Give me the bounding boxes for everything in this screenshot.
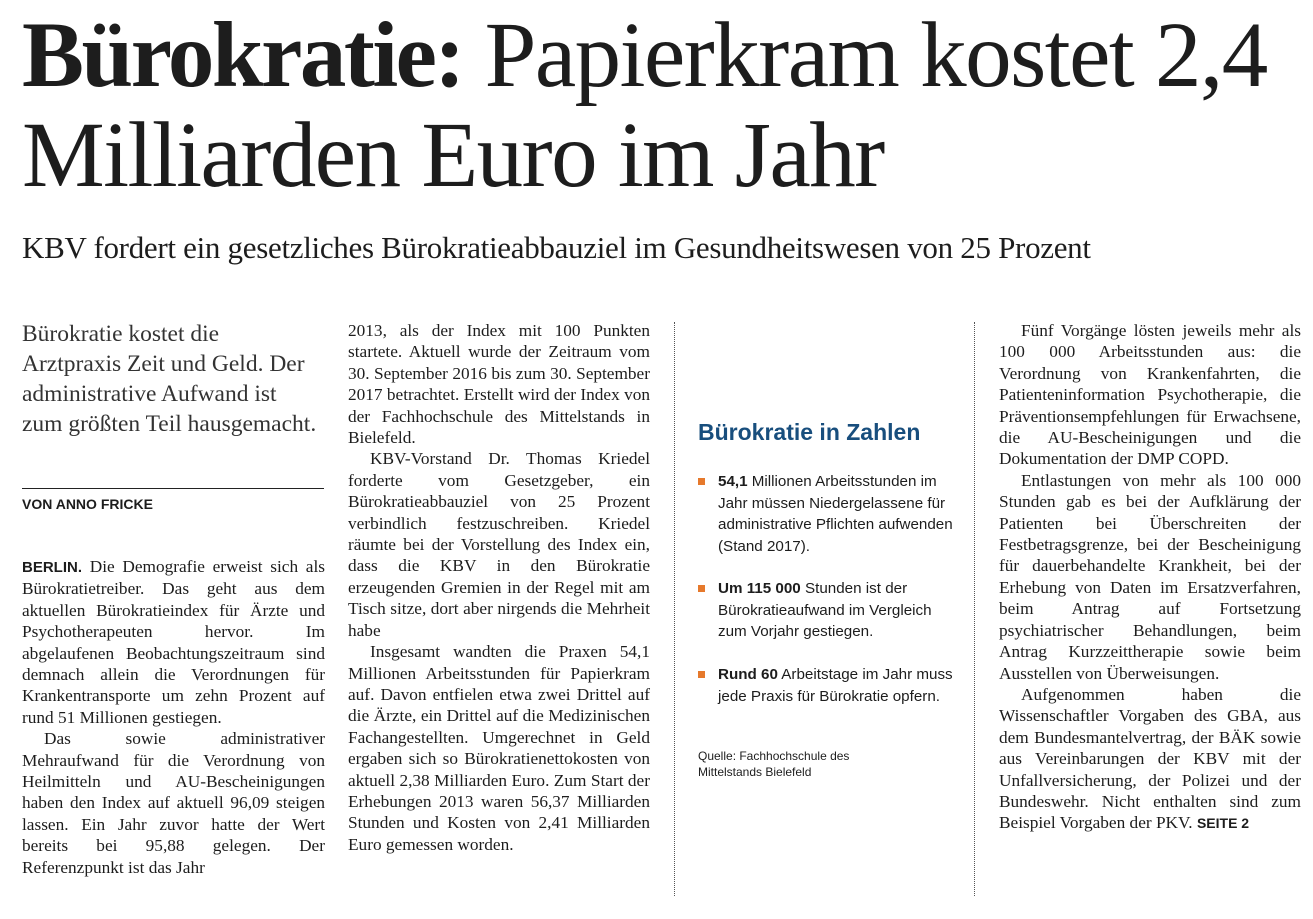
paragraph — [999, 684, 1301, 835]
column-divider — [674, 322, 675, 896]
factbox-item — [698, 578, 956, 643]
factbox-item-text — [698, 578, 956, 643]
teaser: Bürokratie kostet die Arztpraxis Zeit und Geld. Der administrative Aufwand ist zum größten Teil hausgemacht. — [22, 321, 317, 437]
headline-keyword: Bürokratie: — [22, 4, 463, 107]
subheadline: KBV fordert ein gesetzliches Bürokratieabbauziel im Gesundheitswesen von 25 Prozent — [22, 230, 1091, 265]
factbox-item — [698, 471, 956, 557]
factbox-figure: Um 115 000 — [718, 580, 801, 597]
article-column-4 — [999, 320, 1301, 835]
factbox-item-body: Stunden ist der Bürokratieaufwand im Vergleich zum Vorjahr gestiegen. — [718, 580, 932, 640]
paragraph: 2013, als der Index mit 100 Punkten startete. Aktuell wurde der Zeitraum vom 30. September 2016 bis zum 30. September 2017 betrachtet. Erstellt wird der Index von der Fachhochschule des Mittelstands in Bielefeld. — [348, 321, 650, 448]
paragraph-text: Die Demografie erweist sich als Bürokratietreiber. Das geht aus dem aktuellen Bürokratieindex für Ärzte und Psychotherapeuten hervor. Im abgelaufenen Beobachtungszeitraum sind demnach allein die Verordnungen für Krankentransporte um zehn Prozent auf rund 51 Millionen gestiegen. — [22, 557, 325, 727]
bullet-square-icon — [698, 671, 705, 678]
factbox-item — [698, 664, 956, 707]
factbox-figure: 54,1 — [718, 473, 748, 490]
paragraph — [22, 556, 325, 728]
factbox-source: Quelle: Fachhochschule des Mittelstands Bielefeld — [698, 749, 850, 779]
bullet-square-icon — [698, 478, 705, 485]
paragraph: KBV-Vorstand Dr. Thomas Kriedel forderte vom Gesetzgeber, ein Bürokratieabbauziel von 25 Prozent verbindlich festzuschreiben. Kriedel räumte bei der Vorstellung des Index ein, dass die KBV in den Bürokratie erzeugenden Gremien in der Regel mit am Tisch sitze, dort aber nirgends die Mehrheit habe — [348, 449, 650, 640]
column-divider — [974, 322, 975, 896]
paragraph: Entlastungen von mehr als 100 000 Stunden gab es bei der Aufklärung der Patienten bei Überschreiten der Festbetragsgrenze, bei der Bescheinigung für dauerbehandelte Krankheit, bei der Erhebung von Daten im Ersatzverfahren, beim Antrag auf Fortsetzung psychiatrischer Behandlungen, beim Antrag Kurzzeittherapie sowie beim Ausstellen von Überweisungen. — [999, 470, 1301, 683]
paragraph: Fünf Vorgänge lösten jeweils mehr als 100 000 Arbeitsstunden aus: die Verordnung von Krankenfahrten, die Patienteninformation Psychotherapie, die Präventionsempfehlungen für Erwachsene, die AU-Bescheinigungen und die Dokumentation der DMP COPD. — [999, 321, 1301, 469]
paragraph: Das sowie administrativer Mehraufwand für die Verordnung von Heilmitteln und AU-Bescheinigungen haben den Index auf aktuell 96,09 steigen lassen. Ein Jahr zuvor hatte der Wert bereits bei 95,88 gelegen. Der Referenzpunkt ist das Jahr — [22, 729, 325, 877]
article-column-1 — [22, 556, 325, 878]
headline — [22, 6, 1302, 206]
factbox-figure: Rund 60 — [718, 666, 778, 683]
dateline: BERLIN. — [22, 559, 82, 576]
headline-text: Papierkram kostet 2,4 Milliarden Euro im Jahr — [22, 4, 1267, 207]
byline: VON ANNO FRICKE — [22, 496, 153, 512]
factbox-item-text — [698, 664, 956, 707]
article-column-2 — [348, 320, 650, 855]
teaser-rule — [22, 488, 324, 489]
factbox-item-body: Millionen Arbeitsstunden im Jahr müssen Niedergelassene für administrative Pflichten aufwenden (Stand 2017). — [718, 473, 953, 555]
factbox-title: Bürokratie in Zahlen — [698, 419, 921, 445]
paragraph-text: Aufgenommen haben die Wissenschaftler Vorgaben des GBA, aus dem Bundesmantelvertrag, der BÄK sowie aus Vereinbarungen der KBV mit der Unfallversicherung, der Polizei und der Bundeswehr. Nicht enthalten sind zum Beispiel Vorgaben der PKV. — [999, 684, 1301, 833]
bullet-square-icon — [698, 585, 705, 592]
page-reference-link[interactable]: SEITE 2 — [1196, 815, 1250, 832]
paragraph: Insgesamt wandten die Praxen 54,1 Millionen Arbeitsstunden für Papierkram auf. Davon entfielen etwa zwei Drittel auf die Ärzte, ein Drittel auf die Medizinischen Fachangestellten. Umgerechnet in Geld ergaben sich so Bürokratienettokosten von aktuell 2,38 Milliarden Euro. Zum Start der Erhebungen 2013 waren 56,37 Milliarden Stunden und Kosten von 2,41 Milliarden Euro gemessen worden. — [348, 642, 650, 854]
factbox-item-body: Arbeitstage im Jahr muss jede Praxis für Bürokratie opfern. — [718, 666, 953, 705]
factbox-item-text — [698, 471, 956, 557]
